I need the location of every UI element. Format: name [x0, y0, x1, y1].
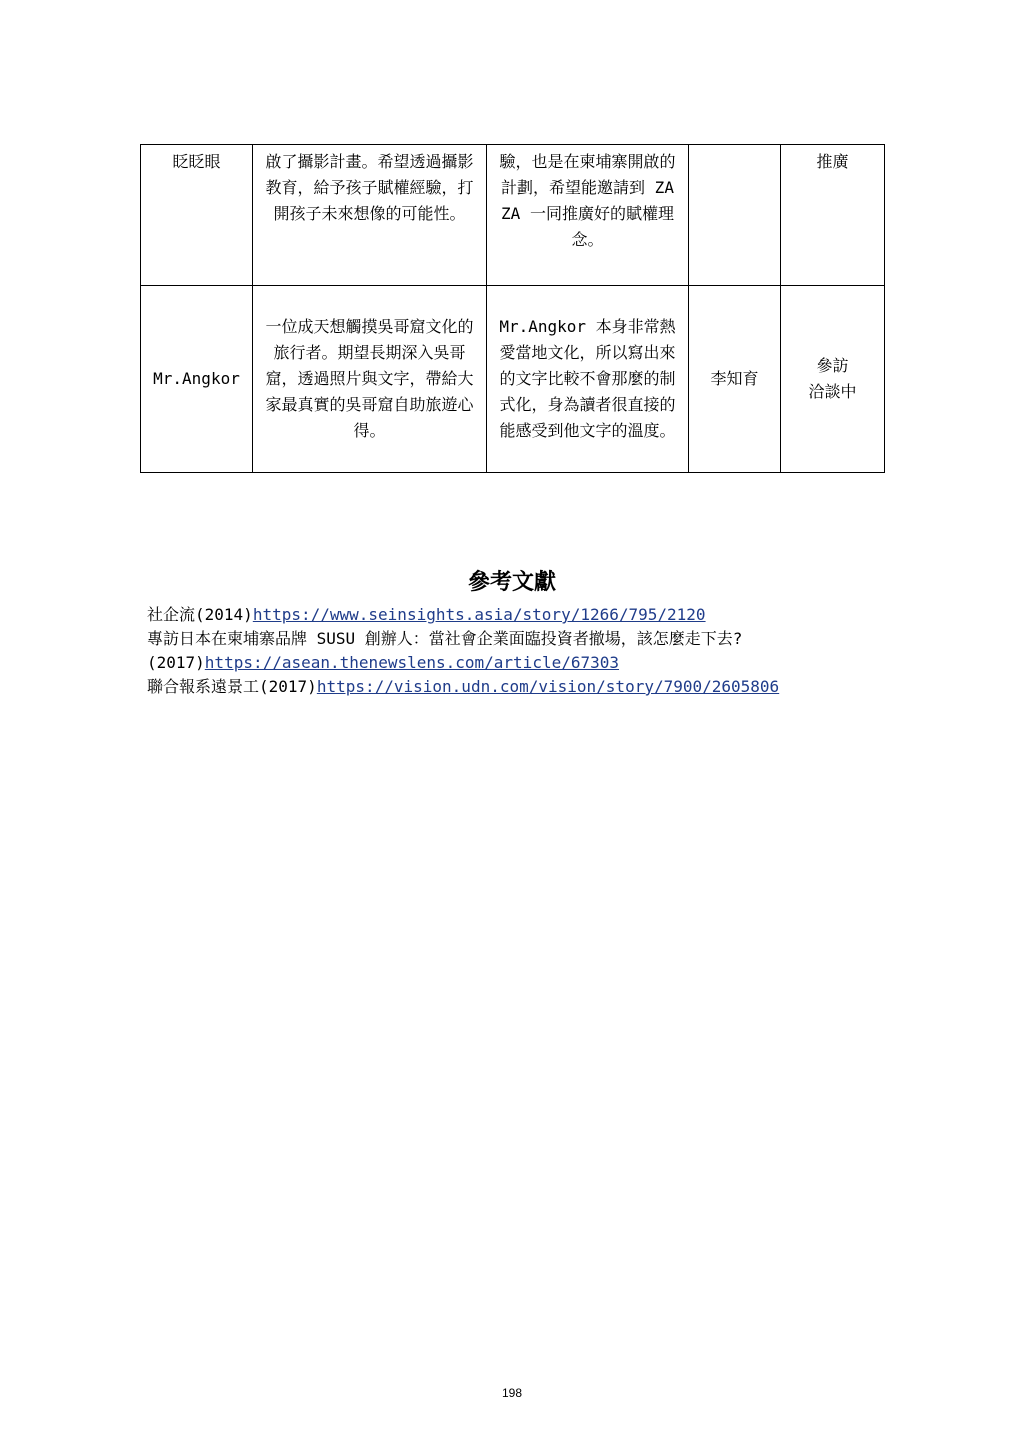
- cell-intro: 一位成天想觸摸吳哥窟文化的旅行者。期望長期深入吳哥窟，透過照片與文字，帶給大家最真實的吳哥窟自助旅遊心得。: [253, 286, 487, 473]
- status-line: 參訪: [816, 356, 849, 375]
- cell-person: 李知育: [689, 286, 781, 473]
- cell-reason: Mr.Angkor 本身非常熱愛當地文化，所以寫出來的文字比較不會那麼的制式化，身為讀者很直接的能感受到他文字的溫度。: [487, 286, 689, 473]
- table-row: [141, 286, 885, 473]
- cell-name: 眨眨眼: [141, 145, 253, 286]
- reference-source: 社企流(2014): [147, 605, 253, 624]
- reference-item: [147, 603, 887, 627]
- cell-person: [689, 145, 781, 286]
- cell-status: [781, 286, 885, 473]
- reference-link[interactable]: https://asean.thenewslens.com/article/67303: [204, 653, 620, 672]
- references-heading: 參考文獻: [467, 570, 556, 595]
- reference-source: 聯合報系遠景工(2017): [147, 677, 317, 696]
- page-number: 198: [501, 1386, 523, 1400]
- cell-name: Mr.Angkor: [141, 286, 253, 473]
- status-line: 洽談中: [808, 382, 857, 401]
- references-list: [147, 603, 887, 699]
- partner-table: [140, 144, 885, 473]
- reference-source: 專訪日本在柬埔寨品牌 SUSU 創辦人：當社會企業面臨投資者撤場，該怎麼走下去?(2017): [147, 629, 743, 672]
- cell-intro: 啟了攝影計畫。希望透過攝影教育，給予孩子賦權經驗，打開孩子未來想像的可能性。: [253, 145, 487, 286]
- cell-reason: 驗，也是在柬埔寨開啟的計劃，希望能邀請到 ZAZA 一同推廣好的賦權理念。: [487, 145, 689, 286]
- reference-item: [147, 627, 887, 675]
- reference-link[interactable]: https://vision.udn.com/vision/story/7900/2605806: [316, 677, 780, 696]
- reference-link[interactable]: https://www.seinsights.asia/story/1266/795/2120: [252, 605, 706, 624]
- reference-item: [147, 675, 887, 699]
- table-row: [141, 145, 885, 286]
- cell-status: 推廣: [781, 145, 885, 286]
